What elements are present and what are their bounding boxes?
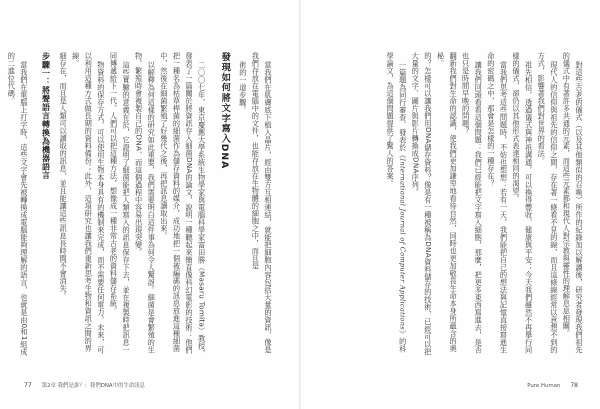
right-page (301, 0, 600, 409)
paragraph: 細存在，而且是人類可以讀取的訊息，並且能讓這些訊息長時間不會消失。 (59, 52, 69, 300)
paragraph: 二〇〇七年，東京慶應大學系統生物學家與電腦科學家富田勝（Masaru Tomita）教授，發表了一篇關於將資訊存入細菌DNA的論文，說明一種聽起來簡直像科幻電影的技術：他們把一種名為枯草桿菌的細菌作為儲存資料的媒介，成功地把一個被編碼的訊息放進這種細菌中，然後在細菌繁殖了好幾代之後，再把訊息讀取出來。 (159, 52, 207, 358)
paragraph: 讓我們回頭看看這個問題：我們已經能把文字寫入細胞，那麼，把更多東西寫進去，是否也只是時間早晚的問題？ (461, 52, 484, 354)
chapter-label: 第2章 (41, 383, 56, 389)
running-title: 我們是誰？：我們DNA中的生命訊息 (57, 383, 145, 389)
paragraph: 當我們在肌膚底下植入晶片，經由雙方互相連結，就能把細胞內容包括大量的資訊，像是我們存放在電腦中的文件，也能存放在生物體的細胞之中，而且是 (251, 52, 273, 354)
paragraph: 當我們在電腦上打字時，這些文字會先被轉換成電腦能夠理解的語言，也就是由0和1組成的二進位代碼。 (7, 52, 29, 357)
paragraph: 對這些古老的儀式（以及其他類似的召喚）所作的紀錄加以解讀後，研究者發現我們祖先的儀式中有著許多共通的元素，而這些元素都和現代人對宗教與靈性的理解息息相關。 (562, 52, 584, 354)
paragraph: 術的一道步驟。 (238, 61, 248, 114)
paragraph: 的？怎樣可以讓我們用DNA儲存資料？像是有一種被稱為DNA資料儲存的技術，已經可以把大量的文字、圖片與影片轉換成DNA序列。 (411, 52, 433, 356)
page-number: 77 (24, 382, 32, 389)
book-title: Pure Human (527, 383, 561, 389)
right-page-footer (527, 382, 578, 389)
citation-paragraph: 一篇題為同行審查、發表於《International Journal of Computer Applications》的科學論文，為這個問題提供了驚人的答案。 (386, 52, 408, 353)
right-page-text (323, 52, 585, 360)
section-heading: 發現如何將文字寫入DNA (219, 52, 231, 170)
left-page (0, 0, 299, 409)
step-heading: 步驟一：將聲語言轉換為機器語言 (41, 52, 51, 180)
left-page-text (7, 52, 274, 360)
citation-intro: 一篇題為同行審查、發表於 (398, 61, 408, 152)
paragraph: 當我們思考這些問題時，不妨也想想：若有一天，我們能把自己的想法與記憶直接寫進生命的密碼之中，那會是怎樣的一種存在？ (486, 52, 509, 354)
paragraph: 翻新我們對生命的認識，使我們更加謙卑地看待自然，同時也更加敬畏生命本身所蘊含的奧秘。 (436, 52, 459, 352)
citation-outro: 的科學論文，為這個問題提供了驚人的答案。 (386, 52, 408, 353)
paragraph: 這些實驗的意義在於，它證明了細菌能把人類寫入的訊息保存下去，並在複製時把訊息一同傳遞給下一代。人們可以把這種方法，想像成一種非常古老的資料儲存系統。 (109, 52, 132, 354)
paragraph: 現代人的信仰與祖先的信仰之間，存在著一條看不見的線，而且這條線經常以意想不到的方式，影響著我們對世界的看法。 (537, 52, 559, 354)
paragraph: 祖先相信，透過儀式與神祇溝通，可以換得豐收、健康與平安；今天我們雖然不再舉行同樣的儀式，卻仍以其他形式表達相同的渴望。 (512, 52, 534, 354)
paragraph: 物資料的保存方式，可以使用生物本身具有的機制來完成，而不需要任何電力。未來，可以利用這種方式做長期的資料備份；此外，這項研究也讓我們重新思考生物和資訊之間的界線。 (71, 52, 106, 354)
paragraph: 以解釋為何這樣的研究如此重要，我們需要明白這件事為何令人驚訝。細菌是會繁殖的生物，繁殖時會複製自己的DNA，而這個過程中容易出現突變。 (134, 52, 157, 354)
left-page-footer (24, 381, 145, 389)
page-number: 78 (570, 382, 578, 389)
journal-name: International Journal of Computer Applications (398, 158, 407, 331)
